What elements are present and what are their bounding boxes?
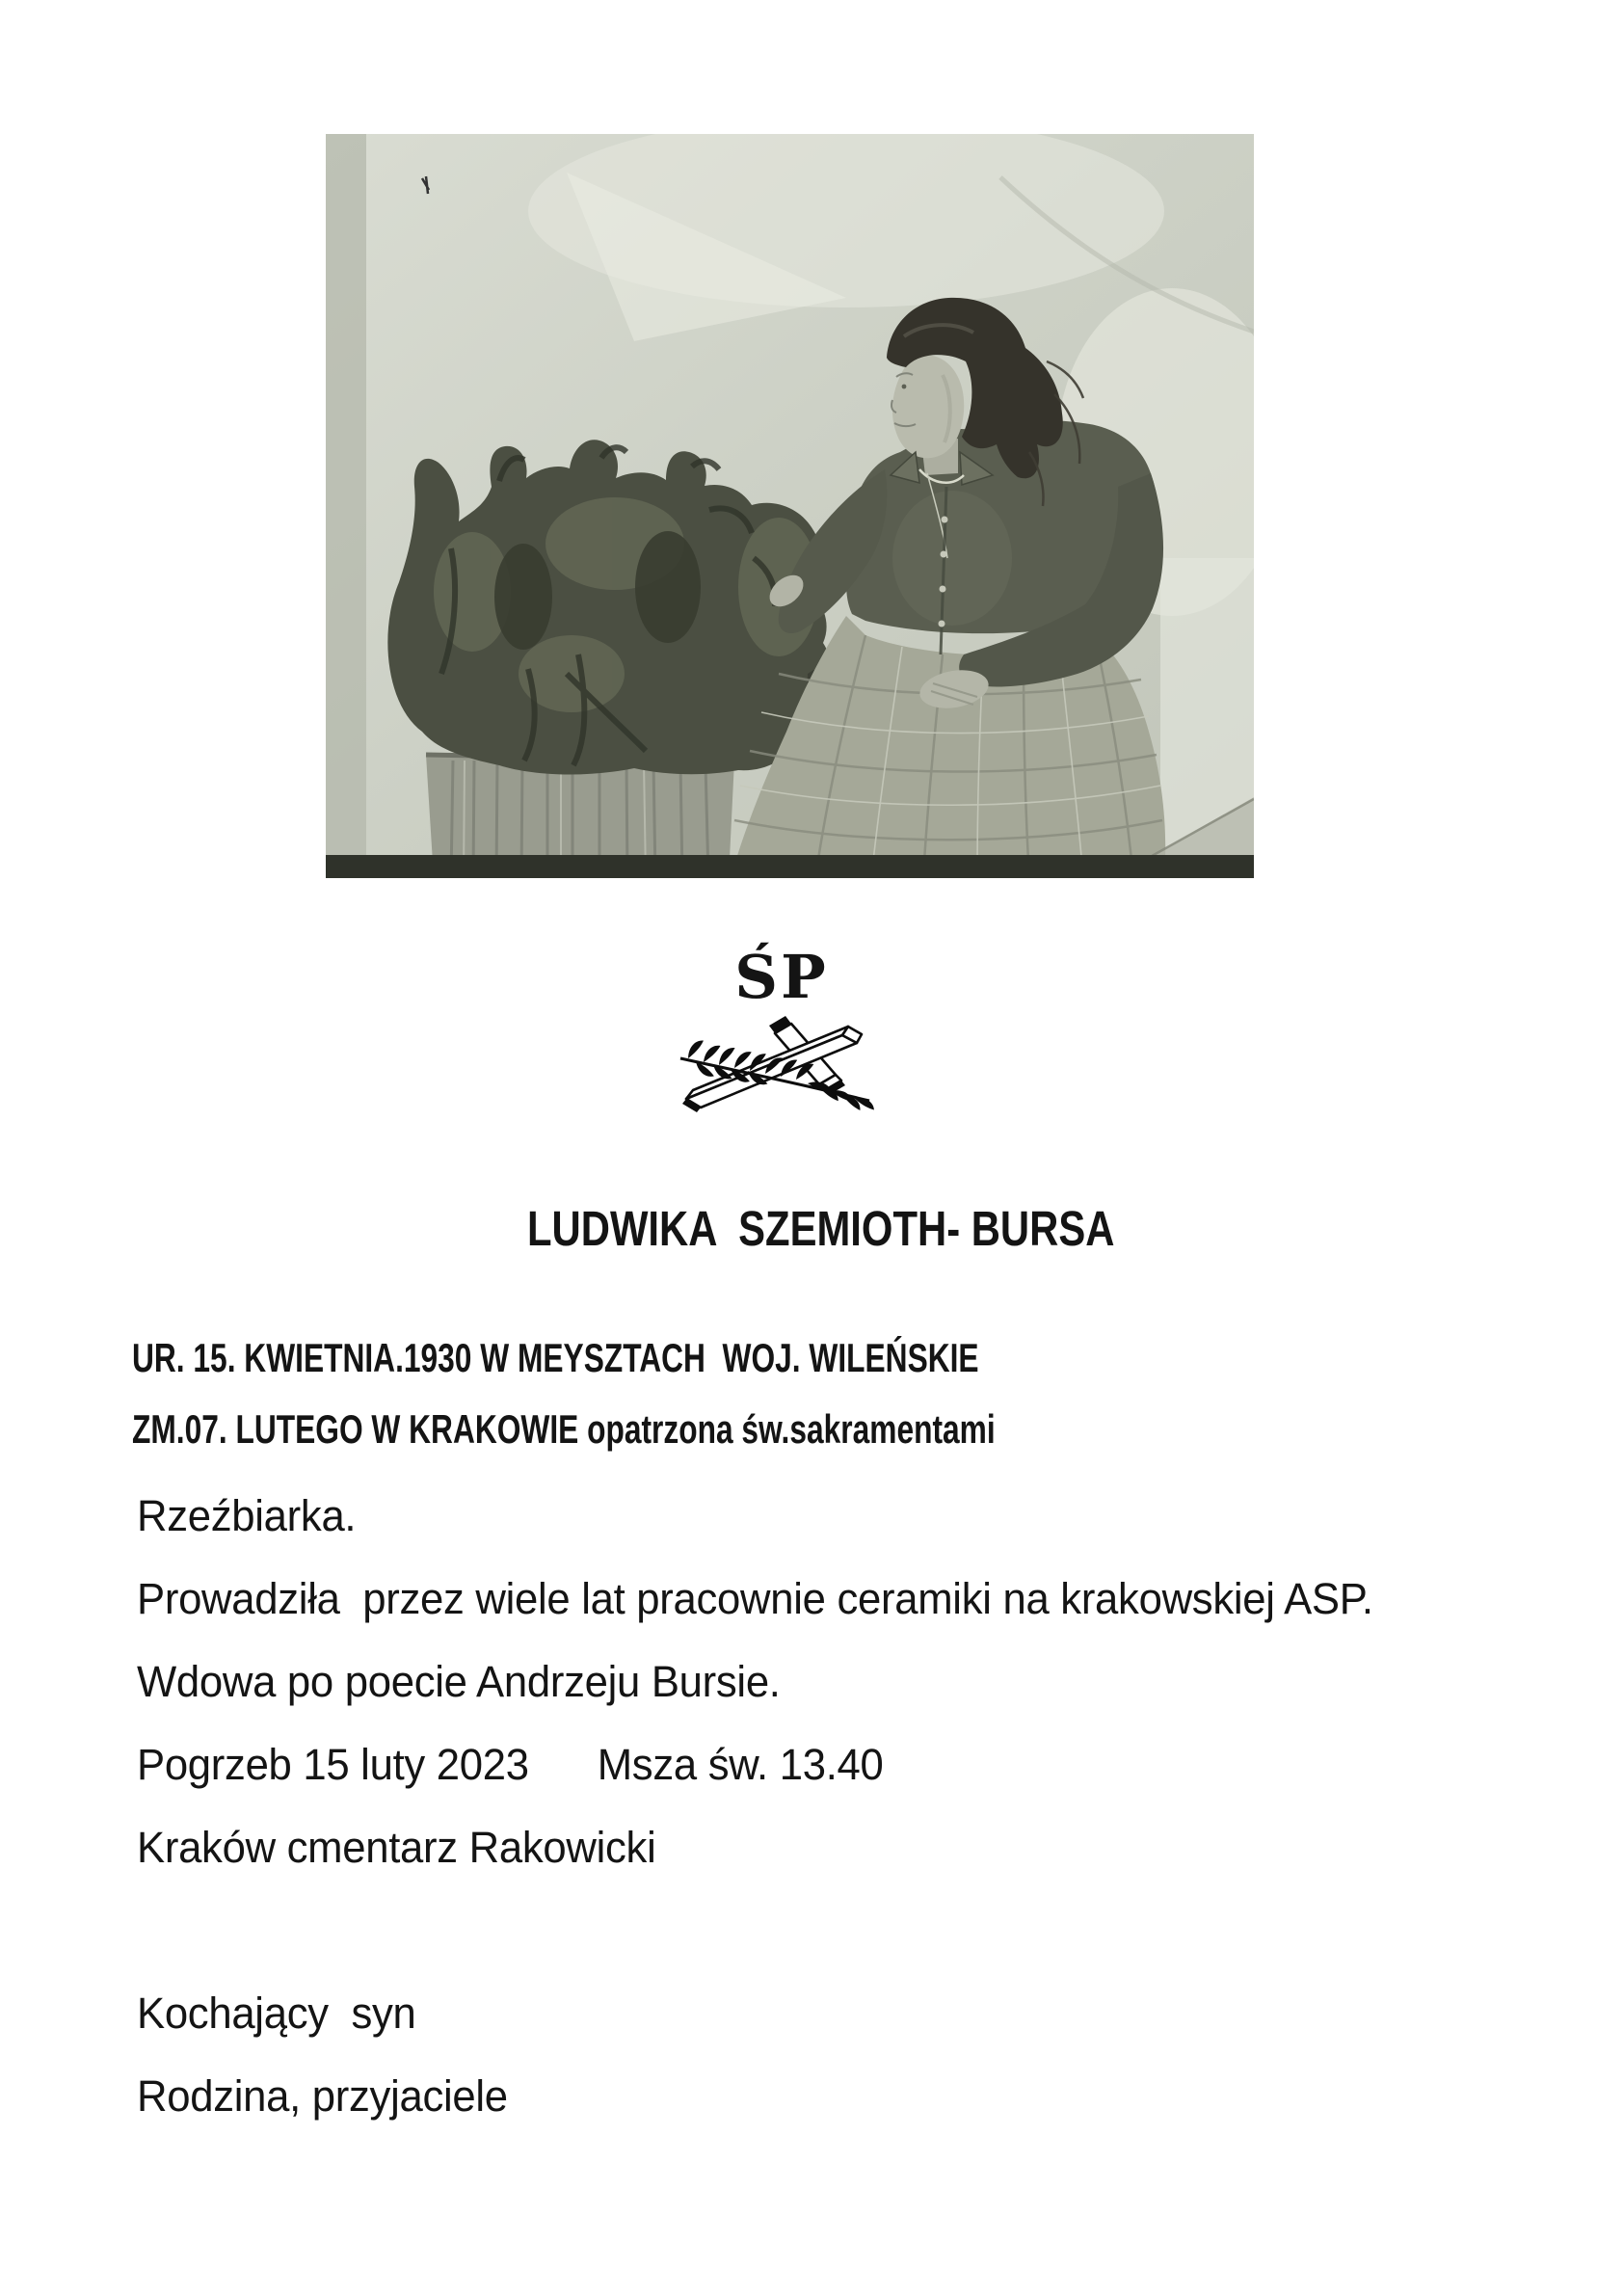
signature-line: Kochający syn bbox=[137, 1989, 416, 2038]
body-line: Wdowa po poecie Andrzeju Bursie. bbox=[137, 1657, 781, 1706]
photo-illustration bbox=[326, 134, 1254, 878]
body-line: Prowadziła przez wiele lat pracownie ceramiki na krakowskiej ASP. bbox=[137, 1574, 1373, 1623]
death-line: ZM.07. LUTEGO W KRAKOWIE opatrzona św.sakramentami bbox=[132, 1406, 996, 1452]
signature-line: Rodzina, przyjaciele bbox=[137, 2071, 508, 2121]
sp-abbreviation: ŚP bbox=[734, 942, 829, 1012]
memorial-photo bbox=[326, 134, 1254, 878]
cross-laurel-icon bbox=[675, 1010, 887, 1118]
deceased-name: LUDWIKA SZEMIOTH- BURSA bbox=[527, 1201, 1115, 1256]
birth-line: UR. 15. KWIETNIA.1930 W MEYSZTACH WOJ. WILEŃSKIE bbox=[132, 1335, 979, 1380]
cross-laurel-drawing bbox=[675, 1010, 887, 1118]
body-line: Pogrzeb 15 luty 2023 Msza św. 13.40 bbox=[137, 1740, 884, 1789]
body-line: Kraków cmentarz Rakowicki bbox=[137, 1823, 656, 1872]
body-line: Rzeźbiarka. bbox=[137, 1491, 357, 1540]
